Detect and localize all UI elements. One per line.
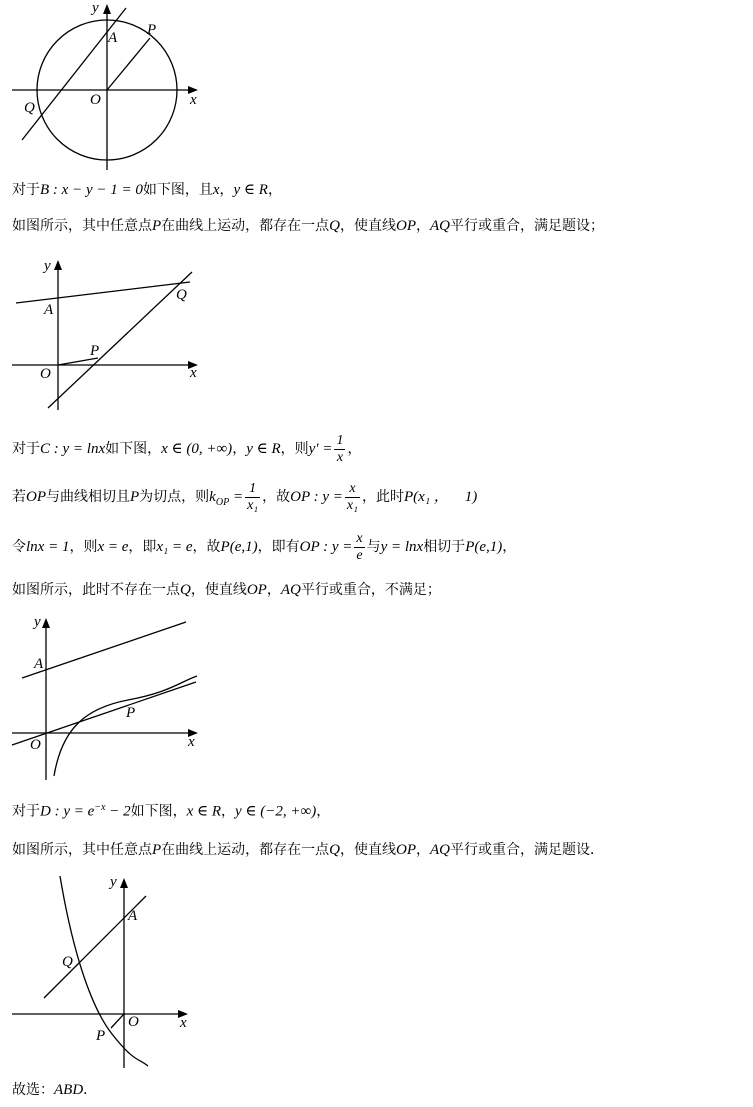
figure-2-line: [0, 250, 215, 415]
text: ，: [416, 842, 431, 858]
text: 对于: [12, 441, 40, 457]
text: 如图所示，其中任意点: [12, 218, 152, 234]
math: x: [212, 182, 220, 198]
math-superscript: −x: [94, 802, 106, 813]
line-OP: [111, 1014, 124, 1028]
text: ，故: [192, 539, 221, 555]
text: 如下图，: [130, 803, 187, 820]
text: ，则: [280, 441, 309, 457]
fraction: [245, 481, 260, 514]
text: 与: [366, 539, 381, 555]
text: 如下图，: [105, 441, 162, 457]
label-A: A: [128, 908, 138, 924]
text: ，: [502, 539, 517, 555]
figure-1-circle: [0, 0, 215, 175]
math: P(e,1): [220, 539, 258, 555]
text: 为切点，则: [139, 489, 210, 505]
numerator: x: [356, 530, 363, 546]
math: P(x₁ ，: [404, 489, 449, 505]
text: 如图所示，其中任意点: [12, 842, 152, 858]
text: ，则: [69, 539, 98, 555]
text: ，: [266, 582, 281, 598]
text: ，: [416, 218, 431, 234]
math: D : y = e: [40, 803, 95, 820]
text-line-6: [12, 580, 441, 600]
text: ，使直线: [340, 218, 397, 234]
math: x₁ = e: [156, 539, 193, 555]
label-P: P: [96, 1028, 106, 1044]
label-x: x: [190, 92, 197, 108]
math: x ∈ R: [186, 803, 222, 820]
math: OP: [26, 489, 46, 505]
text: 若: [12, 489, 26, 505]
denominator: e: [356, 547, 363, 563]
label-Q: Q: [24, 100, 35, 116]
fraction: [345, 481, 360, 514]
text: ，使直线: [340, 842, 397, 858]
text-line-2: [12, 216, 604, 236]
label-A: A: [34, 656, 44, 672]
math: OP: [396, 218, 417, 234]
math: x = e: [97, 539, 129, 555]
text-line-9: [12, 1080, 97, 1100]
math: 1): [464, 489, 478, 505]
text-line-7: [12, 798, 330, 822]
answer: ABD: [54, 1082, 84, 1098]
numerator: 1: [336, 432, 344, 448]
math: lnx = 1: [26, 539, 70, 555]
denominator: x₁: [247, 497, 259, 513]
math: x ∈ (0, +∞): [161, 441, 233, 457]
math: y = lnx: [380, 539, 424, 555]
text-line-3: [12, 430, 361, 468]
math: y′ =: [308, 441, 333, 457]
text: ，: [221, 803, 236, 820]
text: 平行或重合，不满足；: [300, 582, 441, 598]
math: OP : y =: [290, 489, 343, 505]
ln-curve: [54, 676, 197, 776]
label-y: y: [44, 258, 51, 274]
text: ，使直线: [190, 582, 247, 598]
label-Q: Q: [176, 287, 187, 303]
label-A: A: [108, 30, 118, 46]
text: 在曲线上运动，都存在一点: [161, 842, 330, 858]
label-P: P: [126, 705, 136, 721]
math: Q: [180, 582, 191, 598]
label-O: O: [128, 1014, 139, 1030]
math: OP: [396, 842, 417, 858]
math: AQ: [430, 842, 451, 858]
denominator: x: [336, 449, 344, 465]
line-B: [48, 272, 192, 408]
text-line-8: [12, 840, 604, 860]
line-AQ: [16, 282, 190, 303]
text: ，即有: [257, 539, 300, 555]
math: AQ: [430, 218, 451, 234]
math: P: [152, 842, 162, 858]
math: − 2: [105, 803, 131, 820]
math: P: [130, 489, 140, 505]
fraction: [354, 531, 364, 564]
text-line-4: [12, 477, 477, 517]
label-O: O: [90, 92, 101, 108]
math: OP: [246, 582, 267, 598]
label-y: y: [110, 874, 117, 890]
math: Q: [329, 842, 341, 858]
label-x: x: [180, 1015, 187, 1031]
text: ，即: [128, 539, 157, 555]
figure-4-exp-curve: [0, 868, 215, 1073]
math: C : y = lnx: [40, 441, 106, 457]
math: =: [229, 489, 244, 505]
math: k: [209, 489, 216, 505]
math: P(e,1): [465, 539, 503, 555]
math: AQ: [280, 582, 301, 598]
text-line-1: [12, 180, 282, 200]
math: B : x − y − 1 = 0: [40, 182, 143, 198]
text: 故选：: [12, 1082, 54, 1098]
fraction: [334, 433, 345, 466]
label-x: x: [188, 734, 195, 750]
denominator: x₁: [346, 497, 358, 513]
figure-3-ln-curve: [0, 608, 215, 783]
math: OP : y =: [299, 539, 353, 555]
text: ，: [316, 803, 331, 820]
text: 对于: [12, 803, 40, 820]
text: 在曲线上运动，都存在一点: [161, 218, 330, 234]
numerator: x: [345, 481, 360, 498]
math: y ∈ R: [246, 441, 281, 457]
text: 如下图，且: [142, 182, 213, 198]
y-axis-arrow: [103, 4, 111, 14]
label-P: P: [147, 22, 157, 38]
text: 如图所示，此时不存在一点: [12, 582, 180, 598]
segment-OP: [58, 358, 98, 365]
label-Q: Q: [62, 954, 73, 970]
math: y ∈ R: [233, 182, 268, 198]
label-O: O: [40, 366, 51, 382]
label-y: y: [34, 614, 41, 630]
y-axis-arrow: [120, 878, 128, 888]
text-line-5: [12, 527, 516, 567]
text: 与曲线相切且: [46, 489, 130, 505]
text: 对于: [12, 182, 40, 198]
numerator: 1: [245, 481, 260, 498]
text: ，: [347, 441, 362, 457]
math: P: [152, 218, 162, 234]
label-O: O: [30, 737, 41, 753]
text: 平行或重合，满足题设．: [450, 842, 605, 858]
text: 相切于: [423, 539, 466, 555]
label-y: y: [92, 0, 99, 16]
text: ，: [219, 182, 234, 198]
y-axis-arrow: [42, 618, 50, 628]
label-P: P: [90, 343, 100, 359]
text: ，: [267, 182, 282, 198]
label-x: x: [190, 365, 197, 381]
text: ．: [83, 1082, 98, 1098]
label-A: A: [44, 302, 54, 318]
text: ，故: [262, 489, 291, 505]
text: ，此时: [362, 489, 404, 505]
math: Q: [329, 218, 341, 234]
math-subscript: OP: [215, 496, 230, 508]
text: 令: [12, 539, 26, 555]
text: ，: [232, 441, 247, 457]
tangent-OP: [12, 682, 196, 745]
math: y ∈ (−2, +∞): [235, 803, 317, 820]
text: 平行或重合，满足题设；: [450, 218, 605, 234]
y-axis-arrow: [54, 260, 62, 270]
